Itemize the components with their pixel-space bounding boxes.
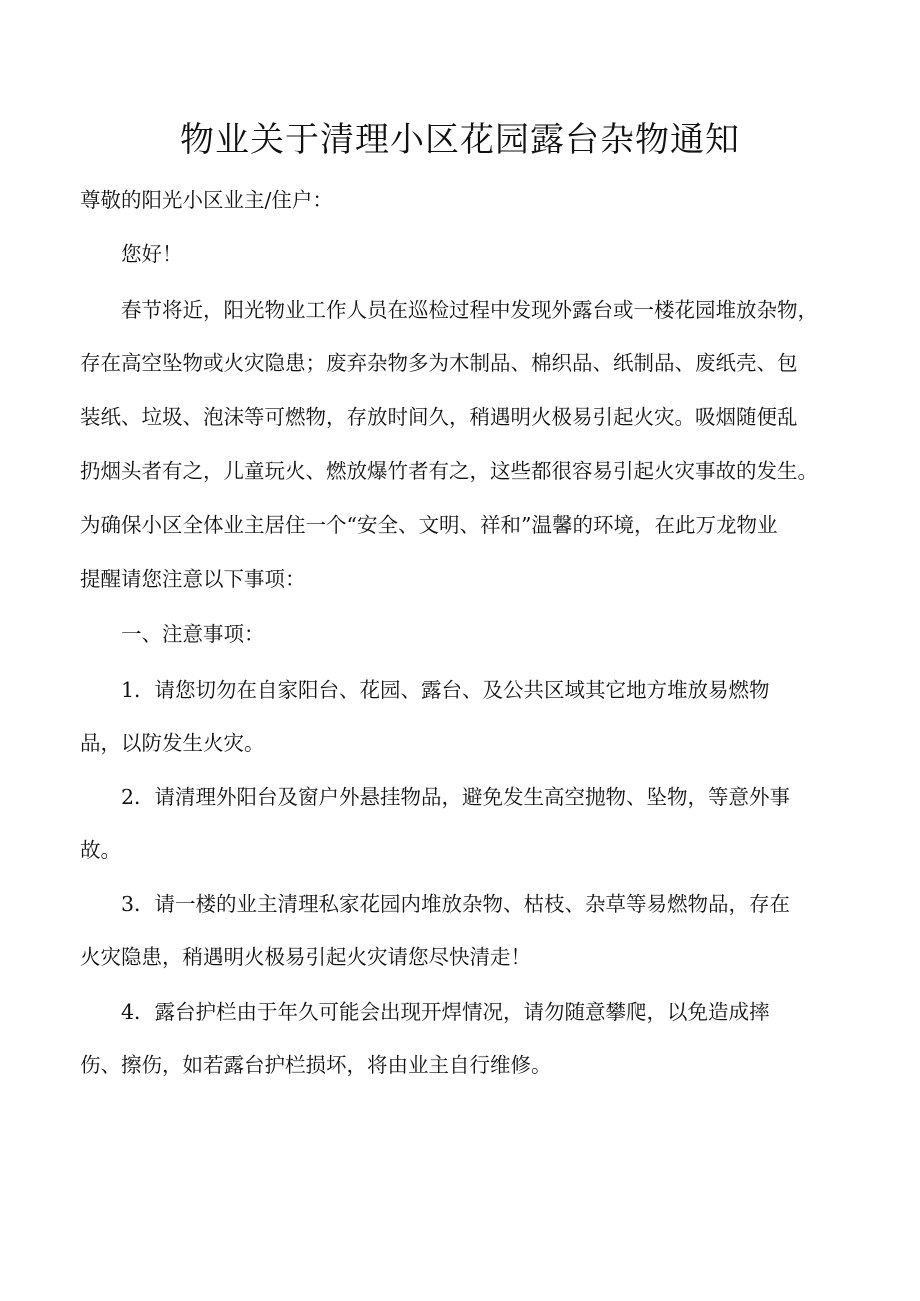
notice-item-line: 伤、擦伤，如若露台护栏损坏，将由业主自行维修。 (80, 1053, 552, 1077)
notice-item-line: 火灾隐患，稍遇明火极易引起火灾请您尽快清走！ (80, 945, 531, 969)
intro-line: 装纸、垃圾、泡沫等可燃物，存放时间久，稍遇明火极易引起火灾。吸烟随便乱 (80, 405, 798, 429)
notice-item-line: 品，以防发生火灾。 (80, 731, 265, 755)
notice-item-line: 1．请您切勿在自家阳台、花园、露台、及公共区域其它地方堆放易燃物 (121, 678, 770, 702)
section-heading: 一、注意事项： (121, 622, 265, 646)
intro-line: 提醒请您注意以下事项： (80, 567, 306, 591)
notice-item-line: 4．露台护栏由于年久可能会出现开焊情况，请勿随意攀爬，以免造成摔 (121, 1000, 770, 1024)
intro-line: 春节将近，阳光物业工作人员在巡检过程中发现外露台或一楼花园堆放杂物， (121, 298, 818, 322)
document-title: 物业关于清理小区花园露台杂物通知 (180, 120, 740, 160)
notice-item-line: 故。 (80, 838, 121, 862)
intro-line: 为确保小区全体业主居住一个“安全、文明、祥和”温馨的环境，在此万龙物业 (80, 513, 778, 537)
salutation: 尊敬的阳光小区业主/住户： (80, 188, 333, 212)
greeting: 您好！ (121, 242, 183, 266)
intro-line: 扔烟头者有之，儿童玩火、燃放爆竹者有之，这些都很容易引起火灾事故的发生。 (80, 459, 818, 483)
notice-item-line: 2．请清理外阳台及窗户外悬挂物品，避免发生高空抛物、坠物，等意外事 (121, 785, 791, 809)
intro-line: 存在高空坠物或火灾隐患；废弃杂物多为木制品、棉织品、纸制品、废纸壳、包 (80, 351, 798, 375)
notice-item-line: 3．请一楼的业主清理私家花园内堆放杂物、枯枝、杂草等易燃物品，存在 (121, 892, 791, 916)
